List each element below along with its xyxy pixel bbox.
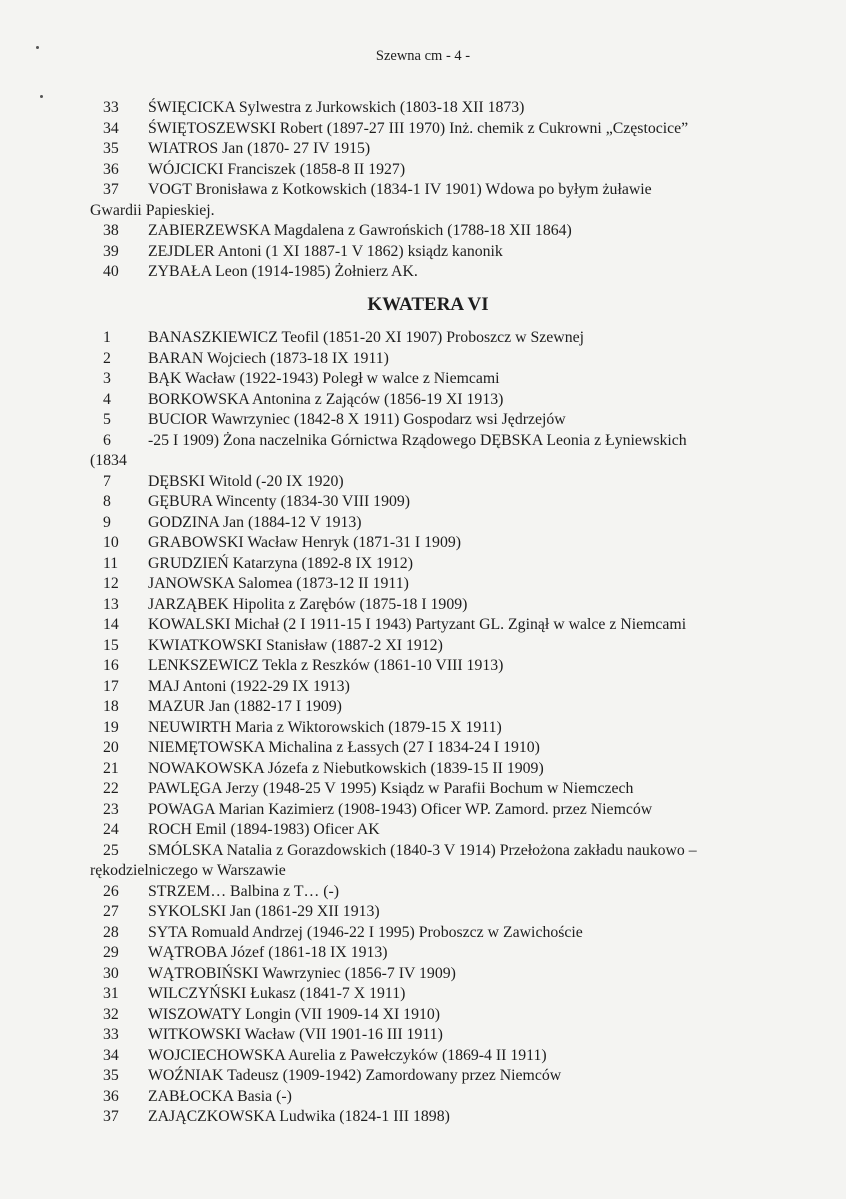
entry-row — [98, 221, 758, 242]
entry-row — [98, 119, 758, 140]
entry-row — [98, 759, 758, 780]
entry-row — [98, 800, 758, 821]
entry-text: ROCH Emil (1894-1983) Oficer AK — [148, 821, 380, 838]
entry-row — [98, 964, 758, 985]
entry-text: ŚWIĘCICKA Sylwestra z Jurkowskich (1803-18 XII 1873) — [148, 99, 525, 116]
entry-row — [98, 738, 758, 759]
entry-number: 9 — [103, 513, 111, 531]
entry-text: WOŹNIAK Tadeusz (1909-1942) Zamordowany przez Niemców — [148, 1067, 562, 1084]
entry-number: 1 — [103, 329, 111, 346]
entry-row — [98, 554, 758, 575]
entry-number: 26 — [103, 882, 119, 900]
entry-text: PAWLĘGA Jerzy (1948-25 V 1995) Ksiądz w Parafii Bochum w Niemczech — [148, 780, 634, 797]
entry-text: KOWALSKI Michał (2 I 1911-15 I 1943) Partyzant GL. Zginął w walce z Niemcami — [148, 616, 687, 633]
entry-row — [98, 574, 758, 595]
entry-text: JANOWSKA Salomea (1873-12 II 1911) — [148, 575, 409, 592]
entry-text: LENKSZEWICZ Tekla z Reszków (1861-10 VIII 1913) — [148, 657, 504, 674]
entry-number: 18 — [103, 698, 119, 715]
entry-text: BĄK Wacław (1922-1943) Poległ w walce z Niemcami — [148, 370, 500, 387]
entry-list — [90, 328, 758, 1128]
entry-row — [98, 984, 758, 1005]
entry-text: NEUWIRTH Maria z Wiktorowskich (1879-15 X 1911) — [148, 718, 502, 736]
entry-number: 17 — [103, 677, 119, 695]
entry-text: STRZEM… Balbina z T… (-) — [148, 882, 339, 900]
page-header: Szewna cm - 4 - — [375, 48, 471, 64]
entry-row — [98, 262, 758, 283]
entry-number: 31 — [103, 985, 119, 1002]
entry-text: WÓJCICKI Franciszek (1858-8 II 1927) — [148, 160, 406, 178]
entry-row — [98, 1025, 758, 1046]
entry-text: ZYBAŁA Leon (1914-1985) Żołnierz AK. — [148, 263, 418, 280]
entry-number: 39 — [103, 242, 119, 260]
entry-text: SMÓLSKA Natalia z Gorazdowskich (1840-3 V 1914) Przełożona zakładu naukowo – — [148, 841, 697, 859]
entry-number: 12 — [103, 575, 119, 592]
entry-number: 23 — [103, 800, 119, 818]
entry-text: ZEJDLER Antoni (1 XI 1887-1 V 1862) ksiądz kanonik — [148, 242, 503, 260]
entry-row — [98, 1066, 758, 1087]
entry-text: NIEMĘTOWSKA Michalina z Łassych (27 I 1834-24 I 1910) — [148, 739, 540, 756]
entry-number: 16 — [103, 657, 119, 674]
entry-row — [98, 492, 758, 513]
entry-text: NOWAKOWSKA Józefa z Niebutkowskich (1839-15 II 1909) — [148, 759, 544, 777]
entry-text: ZABŁOCKA Basia (-) — [148, 1087, 292, 1105]
entry-text: WISZOWATY Longin (VII 1909-14 XI 1910) — [148, 1005, 441, 1023]
entry-text: WIATROS Jan (1870- 27 IV 1915) — [148, 140, 371, 157]
entry-text: GODZINA Jan (1884-12 V 1913) — [148, 513, 362, 531]
entry-text: ŚWIĘTOSZEWSKI Robert (1897-27 III 1970) Inż. chemik z Cukrowni „Częstocice” — [148, 119, 689, 137]
entry-row — [98, 139, 758, 160]
entry-row — [98, 98, 758, 119]
entry-number: 38 — [103, 222, 119, 239]
entry-number: 15 — [103, 636, 119, 654]
entry-text: KWIATKOWSKI Stanisław (1887-2 XI 1912) — [148, 636, 443, 654]
entry-number: 10 — [103, 534, 119, 551]
entry-number: 19 — [103, 718, 119, 736]
entry-text: WĄTROBA Józef (1861-18 IX 1913) — [148, 944, 388, 961]
entry-row — [98, 1107, 758, 1128]
entry-text: WĄTROBIŃSKI Wawrzyniec (1856-7 IV 1909) — [148, 964, 456, 982]
entry-number: 37 — [103, 1108, 119, 1125]
entry-row — [98, 943, 758, 964]
entry-row — [98, 779, 758, 800]
entry-text: BANASZKIEWICZ Teofil (1851-20 XI 1907) Proboszcz w Szewnej — [148, 329, 585, 346]
entry-row — [98, 431, 758, 452]
entry-text: MAJ Antoni (1922-29 IX 1913) — [148, 677, 350, 695]
entry-text: ZABIERZEWSKA Magdalena z Gawrońskich (1788-18 XII 1864) — [148, 222, 572, 239]
entry-row — [98, 1046, 758, 1067]
entry-text: MAZUR Jan (1882-17 I 1909) — [148, 698, 342, 715]
entry-number: 27 — [103, 903, 119, 920]
entry-text: WITKOWSKI Wacław (VII 1901-16 III 1911) — [148, 1026, 443, 1043]
entry-number: 34 — [103, 1046, 119, 1064]
entry-number: 6 — [103, 431, 111, 449]
entries-part-1 — [90, 98, 758, 283]
entry-text: BARAN Wojciech (1873-18 IX 1911) — [148, 349, 389, 367]
entry-number: 22 — [103, 780, 119, 797]
entry-continuation: (1834 — [90, 452, 127, 469]
entry-row — [98, 180, 758, 201]
entry-row — [98, 615, 758, 636]
entry-text: SYKOLSKI Jan (1861-29 XII 1913) — [148, 903, 380, 920]
entry-row — [98, 923, 758, 944]
section-heading: KWATERA VI — [367, 294, 489, 315]
entry-text: -25 I 1909) Żona naczelnika Górnictwa Rządowego DĘBSKA Leonia z Łyniewskich — [148, 431, 687, 449]
entries-kwatera-vi — [90, 282, 758, 1128]
entry-text: POWAGA Marian Kazimierz (1908-1943) Oficer WP. Zamord. przez Niemców — [148, 800, 653, 818]
entry-text: GRABOWSKI Wacław Henryk (1871-31 I 1909) — [148, 534, 461, 551]
entry-row — [98, 1087, 758, 1108]
entry-number: 35 — [103, 140, 119, 157]
entry-row — [98, 472, 758, 493]
entry-row — [98, 390, 758, 411]
entry-number: 5 — [103, 411, 111, 428]
entry-text: DĘBSKI Witold (-20 IX 1920) — [148, 472, 344, 490]
entry-text: VOGT Bronisława z Kotkowskich (1834-1 IV 1901) Wdowa po byłym żuławie — [148, 181, 652, 198]
entry-text: WOJCIECHOWSKA Aurelia z Pawełczyków (1869-4 II 1911) — [148, 1046, 547, 1064]
entry-number: 36 — [103, 160, 119, 178]
entry-number: 3 — [103, 370, 111, 387]
scan-speck — [40, 95, 43, 98]
entry-row — [98, 677, 758, 698]
entry-number: 4 — [103, 390, 111, 408]
entry-row — [98, 349, 758, 370]
entry-number: 11 — [103, 554, 119, 572]
entry-number: 20 — [103, 739, 119, 756]
entry-continuation: rękodzielniczego w Warszawie — [90, 862, 286, 879]
entry-row — [98, 533, 758, 554]
entry-number: 2 — [103, 349, 111, 367]
entry-row — [98, 1005, 758, 1026]
entry-row — [98, 595, 758, 616]
entry-row — [98, 160, 758, 181]
entry-number: 8 — [103, 493, 111, 510]
entry-number: 21 — [103, 759, 119, 777]
entry-row — [98, 656, 758, 677]
entry-text: JARZĄBEK Hipolita z Zarębów (1875-18 I 1909) — [148, 595, 468, 613]
entry-number: 30 — [103, 964, 119, 982]
entry-text: WILCZYŃSKI Łukasz (1841-7 X 1911) — [148, 985, 406, 1002]
entry-text: GRUDZIEŃ Katarzyna (1892-8 IX 1912) — [148, 554, 413, 572]
entry-number: 33 — [103, 1026, 119, 1043]
entry-row — [98, 369, 758, 390]
entry-number: 25 — [103, 841, 119, 859]
entry-text: BORKOWSKA Antonina z Zająców (1856-19 XI 1913) — [148, 390, 504, 408]
entry-number: 14 — [103, 616, 119, 633]
entry-text: ZAJĄCZKOWSKA Ludwika (1824-1 III 1898) — [148, 1108, 450, 1125]
entry-number: 24 — [103, 821, 119, 838]
entry-text: SYTA Romuald Andrzej (1946-22 I 1995) Proboszcz w Zawichoście — [148, 923, 583, 941]
entry-row — [98, 636, 758, 657]
entry-row — [98, 242, 758, 263]
entry-number: 40 — [103, 263, 119, 280]
entry-number: 32 — [103, 1005, 119, 1023]
entry-number: 34 — [103, 119, 119, 137]
entry-number: 13 — [103, 595, 119, 613]
entry-number: 29 — [103, 944, 119, 961]
entry-number: 36 — [103, 1087, 119, 1105]
entry-number: 7 — [103, 472, 111, 490]
entry-continuation: Gwardii Papieskiej. — [90, 201, 215, 219]
entry-row — [98, 718, 758, 739]
entry-row — [98, 841, 758, 862]
entry-row — [98, 697, 758, 718]
entry-text: GĘBURA Wincenty (1834-30 VIII 1909) — [148, 493, 411, 510]
entry-row — [98, 410, 758, 431]
entry-row — [98, 820, 758, 841]
entry-row — [98, 882, 758, 903]
entry-row — [98, 513, 758, 534]
entry-row — [98, 902, 758, 923]
entry-row — [98, 328, 758, 349]
entry-number: 37 — [103, 181, 119, 198]
entry-number: 28 — [103, 923, 119, 941]
entry-number: 33 — [103, 99, 119, 116]
entry-number: 35 — [103, 1067, 119, 1084]
entry-text: BUCIOR Wawrzyniec (1842-8 X 1911) Gospodarz wsi Jędrzejów — [148, 411, 566, 428]
